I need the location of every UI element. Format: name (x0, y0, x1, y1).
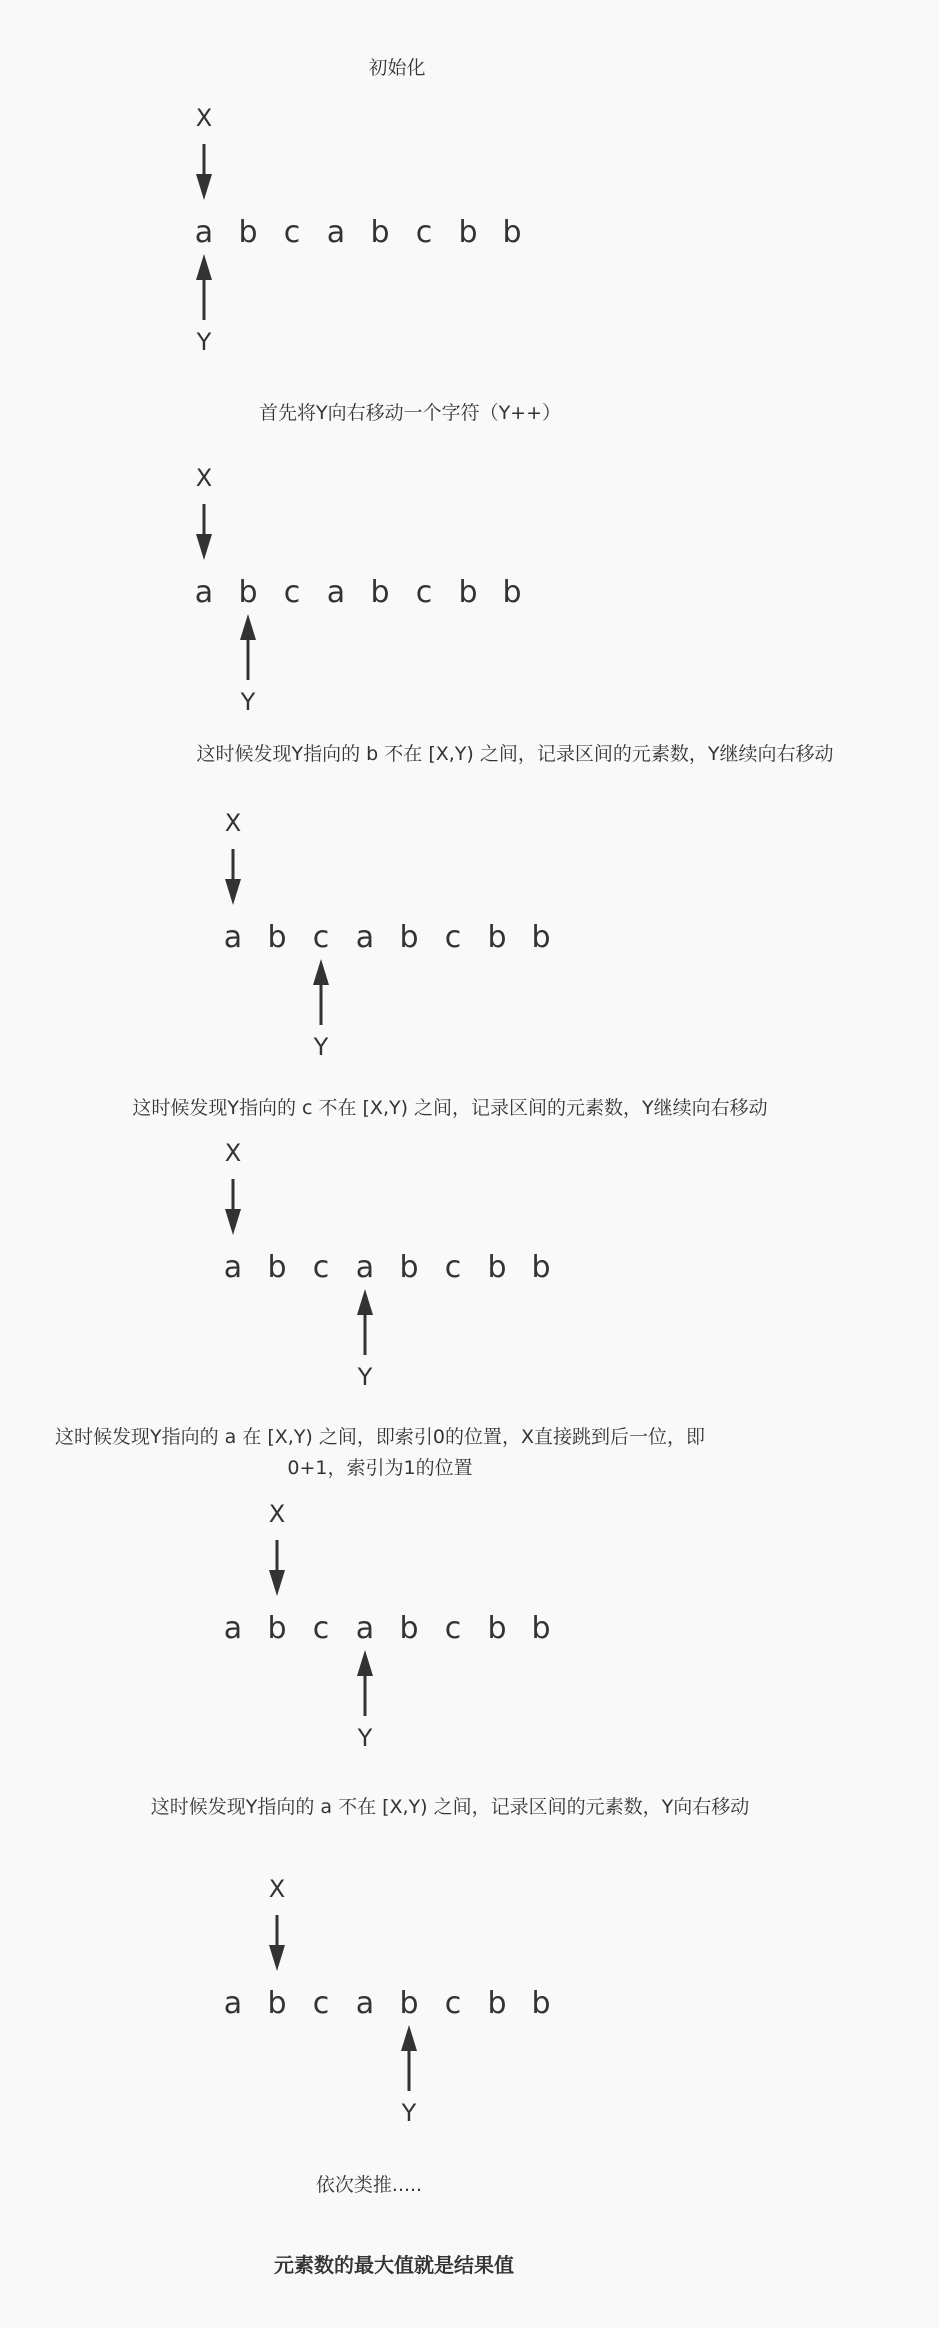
arrow-head (269, 1570, 285, 1596)
letter: b (267, 1611, 287, 1646)
letter: c (283, 575, 301, 610)
letter: a (223, 920, 243, 955)
step-5-y-label: Y (401, 2099, 417, 2127)
step-5-caption: 这时候发现Y指向的 a 不在 [X,Y) 之间，记录区间的元素数，Y向右移动 (150, 1796, 750, 1818)
letter: b (370, 215, 390, 250)
letter: b (238, 575, 258, 610)
letter: a (223, 1250, 243, 1285)
step-2-y-arrow-up (311, 959, 331, 1025)
step-3-caption: 这时候发现Y指向的 c 不在 [X,Y) 之间，记录区间的元素数，Y继续向右移动 (132, 1097, 768, 1119)
letter: b (487, 1611, 507, 1646)
step-0-x-label: X (195, 104, 213, 132)
letter: b (399, 1986, 419, 2021)
letter: b (502, 215, 522, 250)
letter: b (267, 1986, 287, 2021)
step-5-y-arrow-up (399, 2025, 419, 2091)
step-3-y-arrow-up (355, 1289, 375, 1355)
step-2-caption: 这时候发现Y指向的 b 不在 [X,Y) 之间，记录区间的元素数，Y继续向右移动 (196, 743, 834, 765)
arrow-head (225, 879, 241, 905)
letter: b (399, 920, 419, 955)
letter: b (458, 215, 478, 250)
step-0-y-label: Y (196, 328, 212, 356)
letter: a (355, 920, 375, 955)
letter: a (194, 575, 214, 610)
letter: b (531, 920, 551, 955)
letter: c (444, 920, 462, 955)
letter: c (444, 1250, 462, 1285)
letter: a (326, 575, 346, 610)
arrow-head (401, 2025, 417, 2051)
step-0-y-arrow-up (194, 254, 214, 320)
arrow-head (240, 614, 256, 640)
step-4-y-label: Y (357, 1724, 373, 1752)
step-0-x-arrow-down (194, 144, 214, 200)
letter: b (531, 1611, 551, 1646)
letter: b (267, 1250, 287, 1285)
step-5-x-arrow-down (267, 1915, 287, 1971)
arrow-head (196, 254, 212, 280)
letter: c (312, 1250, 330, 1285)
step-3-y-label: Y (357, 1363, 373, 1391)
step-2-x-label: X (224, 809, 242, 837)
letter: a (223, 1986, 243, 2021)
arrow-head (313, 959, 329, 985)
step-3-x-label: X (224, 1139, 242, 1167)
letter: a (223, 1611, 243, 1646)
letter: a (355, 1250, 375, 1285)
letter: a (326, 215, 346, 250)
step-1-y-arrow-up (238, 614, 258, 680)
letter: a (355, 1986, 375, 2021)
letter: b (502, 575, 522, 610)
step-4-x-label: X (268, 1500, 286, 1528)
letter: c (312, 920, 330, 955)
step-1-x-arrow-down (194, 504, 214, 560)
letter: c (283, 215, 301, 250)
letter: b (458, 575, 478, 610)
etc-caption: 依次类推..... (315, 2174, 423, 2196)
step-1-y-label: Y (240, 688, 256, 716)
step-2-y-label: Y (313, 1033, 329, 1061)
letter: b (399, 1611, 419, 1646)
step-4-x-arrow-down (267, 1540, 287, 1596)
step-2-x-arrow-down (223, 849, 243, 905)
step-4-caption: 这时候发现Y指向的 a 在 [X,Y) 之间，即索引0的位置，X直接跳到后一位，即0+1，索引为1的位置 (54, 1426, 705, 1479)
step-3-x-arrow-down (223, 1179, 243, 1235)
letter: c (444, 1986, 462, 2021)
letter: c (312, 1611, 330, 1646)
arrow-head (196, 534, 212, 560)
step-0-caption: 初始化 (368, 57, 426, 79)
arrow-head (225, 1209, 241, 1235)
letter: a (355, 1611, 375, 1646)
letter: c (312, 1986, 330, 2021)
letter: b (487, 1250, 507, 1285)
arrow-head (196, 174, 212, 200)
step-4-y-arrow-up (355, 1650, 375, 1716)
letter: b (531, 1986, 551, 2021)
conclusion-caption: 元素数的最大值就是结果值 (274, 2253, 514, 2277)
arrow-head (269, 1945, 285, 1971)
step-1-x-label: X (195, 464, 213, 492)
letter: b (487, 1986, 507, 2021)
letter: c (415, 215, 433, 250)
letter: b (399, 1250, 419, 1285)
letter: a (194, 215, 214, 250)
letter: c (415, 575, 433, 610)
step-1-caption: 首先将Y向右移动一个字符（Y++） (258, 402, 562, 424)
letter: b (370, 575, 390, 610)
letter: c (444, 1611, 462, 1646)
arrow-head (357, 1650, 373, 1676)
step-5-x-label: X (268, 1875, 286, 1903)
letter: b (267, 920, 287, 955)
arrow-head (357, 1289, 373, 1315)
letter: b (487, 920, 507, 955)
letter: b (238, 215, 258, 250)
letter: b (531, 1250, 551, 1285)
